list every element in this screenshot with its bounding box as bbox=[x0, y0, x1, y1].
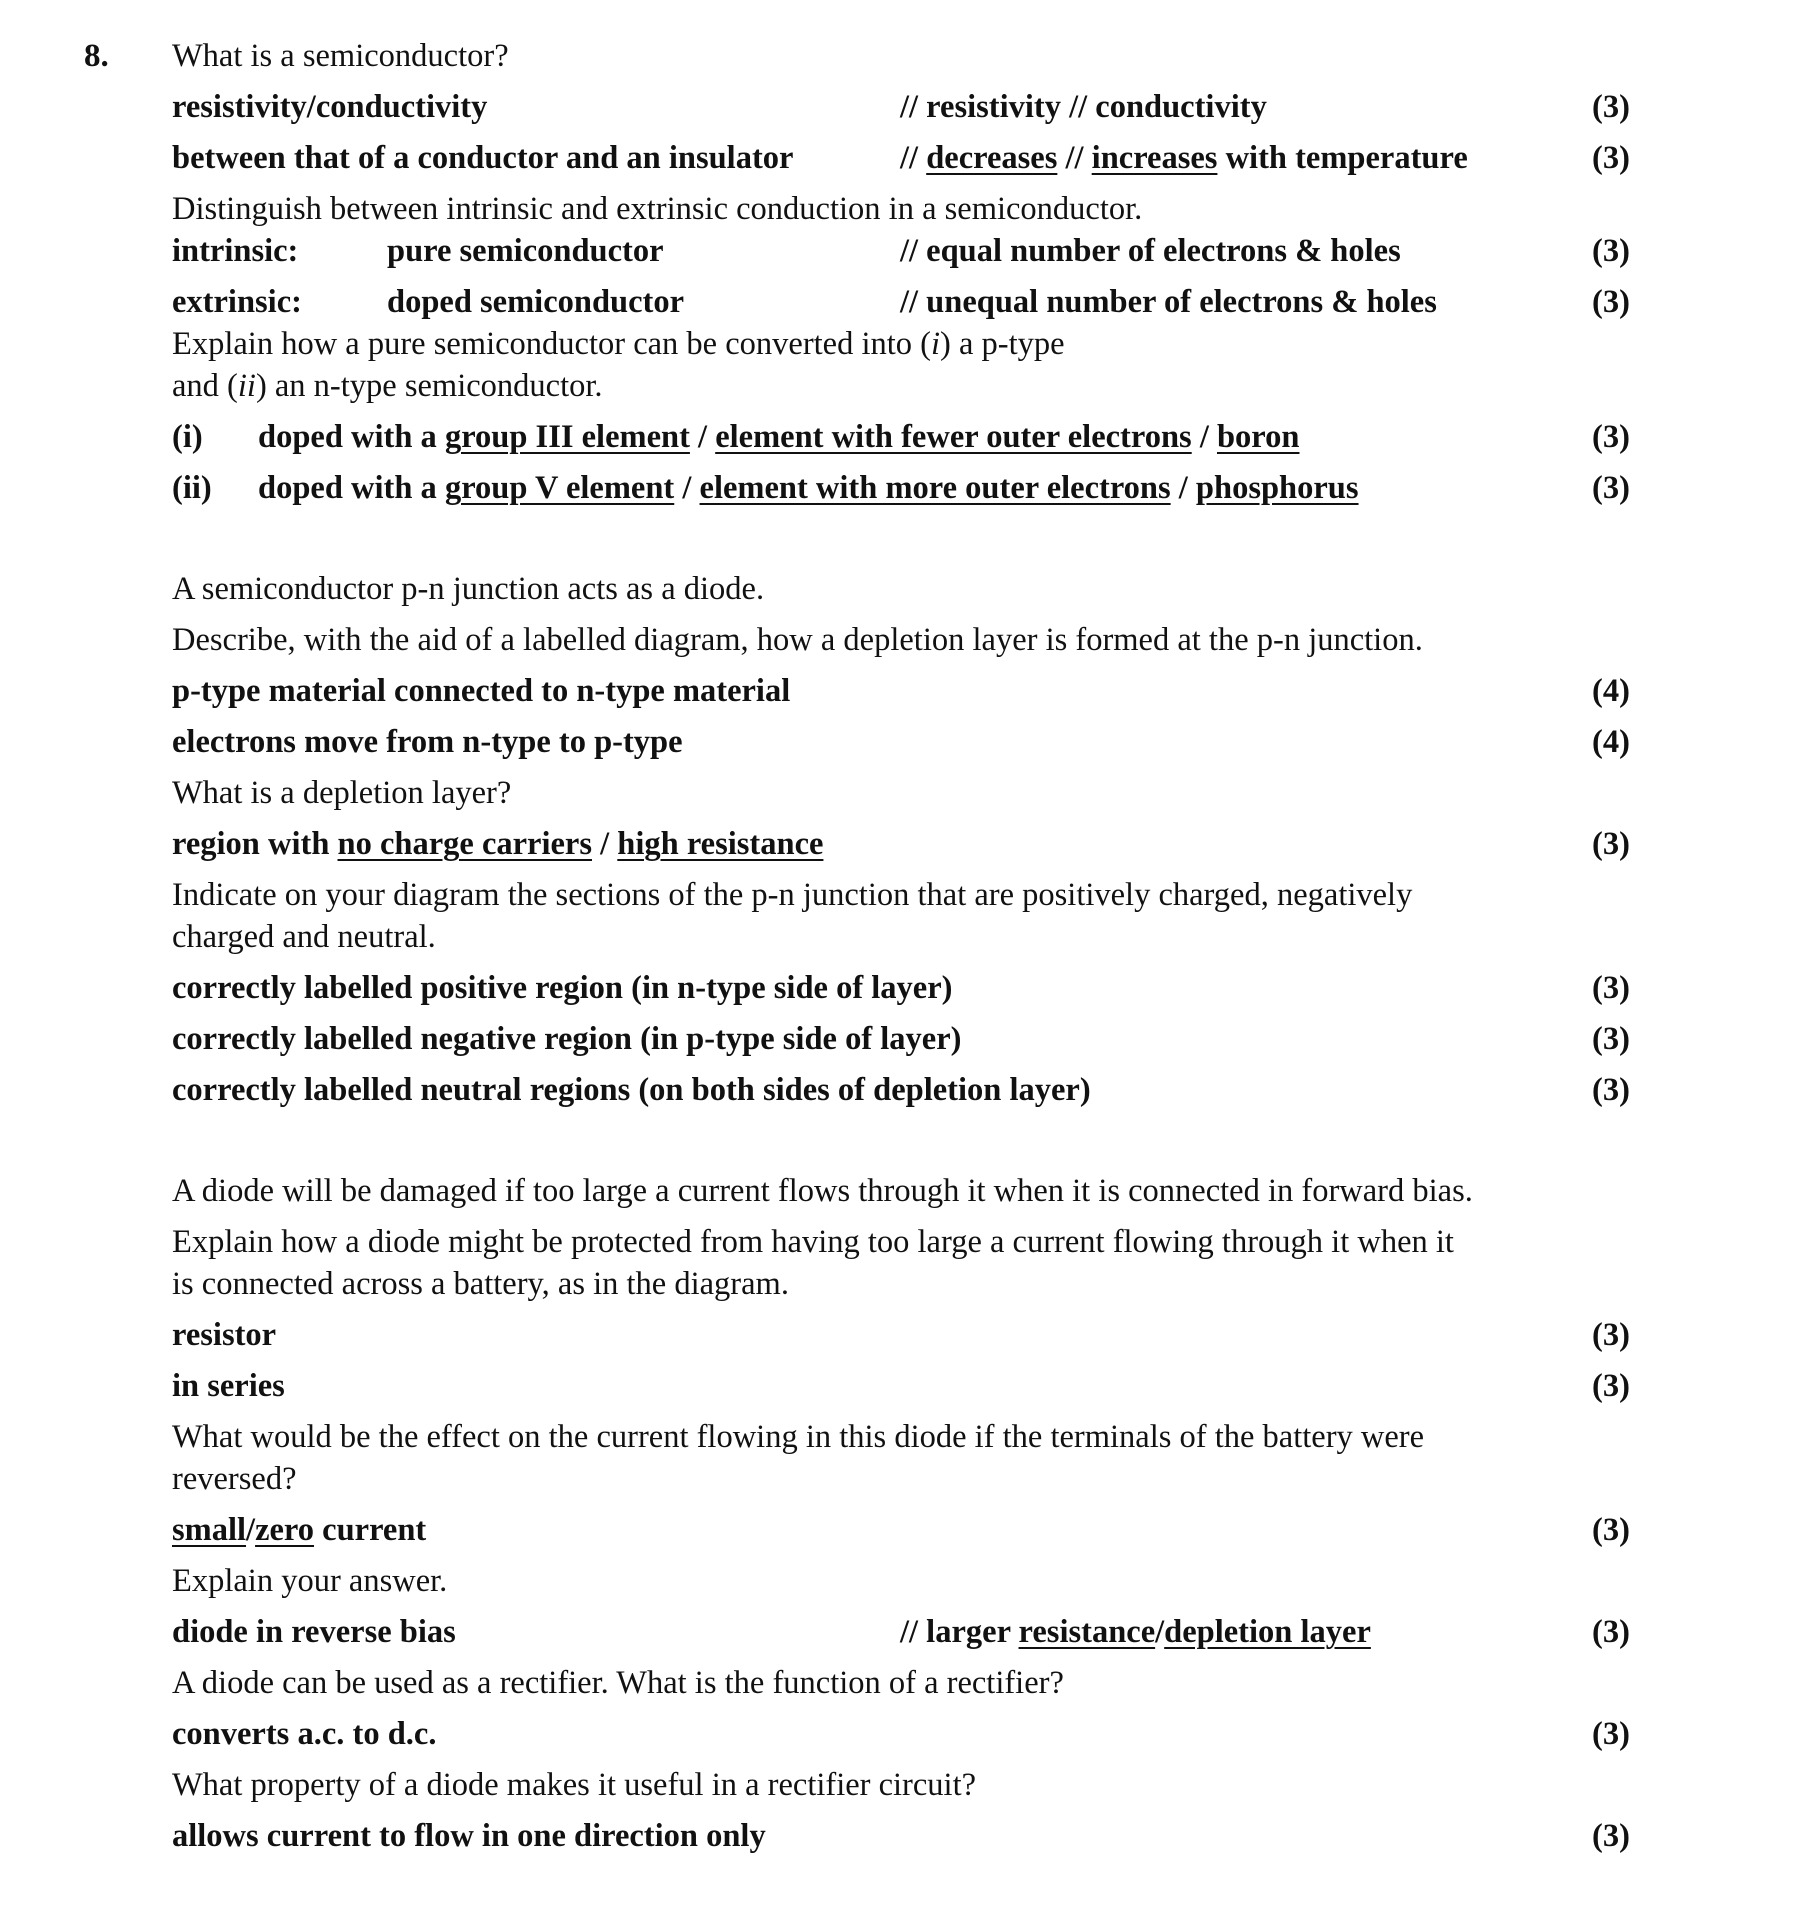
marks: (3) bbox=[1592, 1072, 1630, 1108]
marks: (3) bbox=[1592, 1368, 1630, 1404]
answer-text: doped with a group V element / element with more outer electrons / phosphorus bbox=[258, 470, 1359, 506]
question-line: is connected across a battery, as in the diagram. bbox=[172, 1266, 789, 1302]
marks: (3) bbox=[1592, 140, 1630, 176]
marks: (3) bbox=[1592, 970, 1630, 1006]
answer-line bbox=[172, 1612, 1642, 1652]
marks: (3) bbox=[1592, 89, 1630, 125]
answer-line bbox=[172, 1714, 1642, 1754]
answer-text: doped with a group III element / element with fewer outer electrons / boron bbox=[258, 419, 1300, 455]
question-line: and (ii) an n-type semiconductor. bbox=[172, 368, 603, 404]
answer-text: p-type material connected to n-type material bbox=[172, 673, 791, 709]
answer-text: small/zero current bbox=[172, 1512, 427, 1548]
answer-line bbox=[172, 282, 1642, 322]
answer-text: correctly labelled positive region (in n-type side of layer) bbox=[172, 970, 953, 1006]
answer-number: (ii) bbox=[172, 470, 212, 506]
answer-line bbox=[172, 671, 1642, 711]
section-gap bbox=[172, 519, 1642, 569]
marks: (3) bbox=[1592, 470, 1630, 506]
marks: (3) bbox=[1592, 1317, 1630, 1353]
answer-line bbox=[172, 468, 1642, 508]
answer-text: diode in reverse bias bbox=[172, 1614, 456, 1650]
question-line: What property of a diode makes it useful in a rectifier circuit? bbox=[172, 1767, 977, 1803]
marks: (3) bbox=[1592, 1818, 1630, 1854]
answer-text: in series bbox=[172, 1368, 285, 1404]
marks: (3) bbox=[1592, 826, 1630, 862]
question-line: A semiconductor p-n junction acts as a diode. bbox=[172, 571, 765, 607]
question-line: Indicate on your diagram the sections of the p-n junction that are positively charged, negatively bbox=[172, 877, 1413, 913]
answer-text: allows current to flow in one direction only bbox=[172, 1818, 766, 1854]
answer-line bbox=[172, 1070, 1642, 1110]
question-line bbox=[172, 189, 1642, 229]
question-line: reversed? bbox=[172, 1461, 297, 1497]
question-line: What would be the effect on the current flowing in this diode if the terminals of the battery were bbox=[172, 1419, 1425, 1455]
marks: (3) bbox=[1592, 1614, 1630, 1650]
marks: (3) bbox=[1592, 233, 1630, 269]
marks: (3) bbox=[1592, 1512, 1630, 1548]
answer-line bbox=[172, 138, 1642, 178]
answer-label: extrinsic: bbox=[172, 284, 302, 320]
question-line: A diode will be damaged if too large a current flows through it when it is connected in forward bias. bbox=[172, 1173, 1473, 1209]
question-line: A diode can be used as a rectifier. What is the function of a rectifier? bbox=[172, 1665, 1064, 1701]
question-line: Explain how a diode might be protected from having too large a current flowing through it when it bbox=[172, 1224, 1454, 1260]
alternative-answer: // unequal number of electrons & holes bbox=[900, 284, 1437, 320]
answer-text: converts a.c. to d.c. bbox=[172, 1716, 437, 1752]
question-line: Explain your answer. bbox=[172, 1563, 448, 1599]
answer-text: region with no charge carriers / high resistance bbox=[172, 826, 824, 862]
answer-text: between that of a conductor and an insulator bbox=[172, 140, 794, 176]
answer-number: (i) bbox=[172, 419, 203, 455]
question-line: charged and neutral. bbox=[172, 919, 436, 955]
answer-text: resistor bbox=[172, 1317, 277, 1353]
answer-text: electrons move from n-type to p-type bbox=[172, 724, 683, 760]
question-line: Describe, with the aid of a labelled diagram, how a depletion layer is formed at the p-n junction. bbox=[172, 622, 1423, 658]
question-text: What is a semiconductor? bbox=[172, 38, 509, 74]
answer-line bbox=[172, 1019, 1642, 1059]
marks: (3) bbox=[1592, 1021, 1630, 1057]
answer-line bbox=[172, 1315, 1642, 1355]
answer-text: pure semiconductor bbox=[387, 233, 664, 269]
question-line: Explain how a pure semiconductor can be converted into (i) a p-type bbox=[172, 326, 1065, 362]
question-line: What is a depletion layer? bbox=[172, 775, 512, 811]
answer-line bbox=[172, 722, 1642, 762]
answer-line bbox=[172, 417, 1642, 457]
marks: (3) bbox=[1592, 284, 1630, 320]
marks: (4) bbox=[1592, 724, 1630, 760]
answer-line bbox=[172, 1510, 1642, 1550]
alternative-answer: // equal number of electrons & holes bbox=[900, 233, 1401, 269]
question-number: 8. bbox=[84, 38, 109, 74]
answer-text: correctly labelled neutral regions (on both sides of depletion layer) bbox=[172, 1072, 1091, 1108]
answer-label: intrinsic: bbox=[172, 233, 299, 269]
alternative-answer: // resistivity // conductivity bbox=[900, 89, 1267, 125]
answer-line bbox=[172, 824, 1642, 864]
answer-text: doped semiconductor bbox=[387, 284, 685, 320]
answer-line bbox=[172, 1816, 1642, 1856]
question-line bbox=[172, 36, 1642, 76]
answer-line bbox=[172, 968, 1642, 1008]
answer-line bbox=[172, 1366, 1642, 1406]
marks: (4) bbox=[1592, 673, 1630, 709]
marks: (3) bbox=[1592, 1716, 1630, 1752]
answer-line bbox=[172, 231, 1642, 271]
answer-text: resistivity/conductivity bbox=[172, 89, 488, 125]
answer-text: correctly labelled negative region (in p-type side of layer) bbox=[172, 1021, 962, 1057]
marks: (3) bbox=[1592, 419, 1630, 455]
question-text: Distinguish between intrinsic and extrinsic conduction in a semiconductor. bbox=[172, 191, 1143, 227]
answer-line bbox=[172, 87, 1642, 127]
section-gap bbox=[172, 1121, 1642, 1171]
alternative-answer: // decreases // increases with temperature bbox=[900, 140, 1468, 176]
marking-scheme-content bbox=[172, 36, 1642, 1867]
alternative-answer: // larger resistance/depletion layer bbox=[900, 1614, 1371, 1650]
